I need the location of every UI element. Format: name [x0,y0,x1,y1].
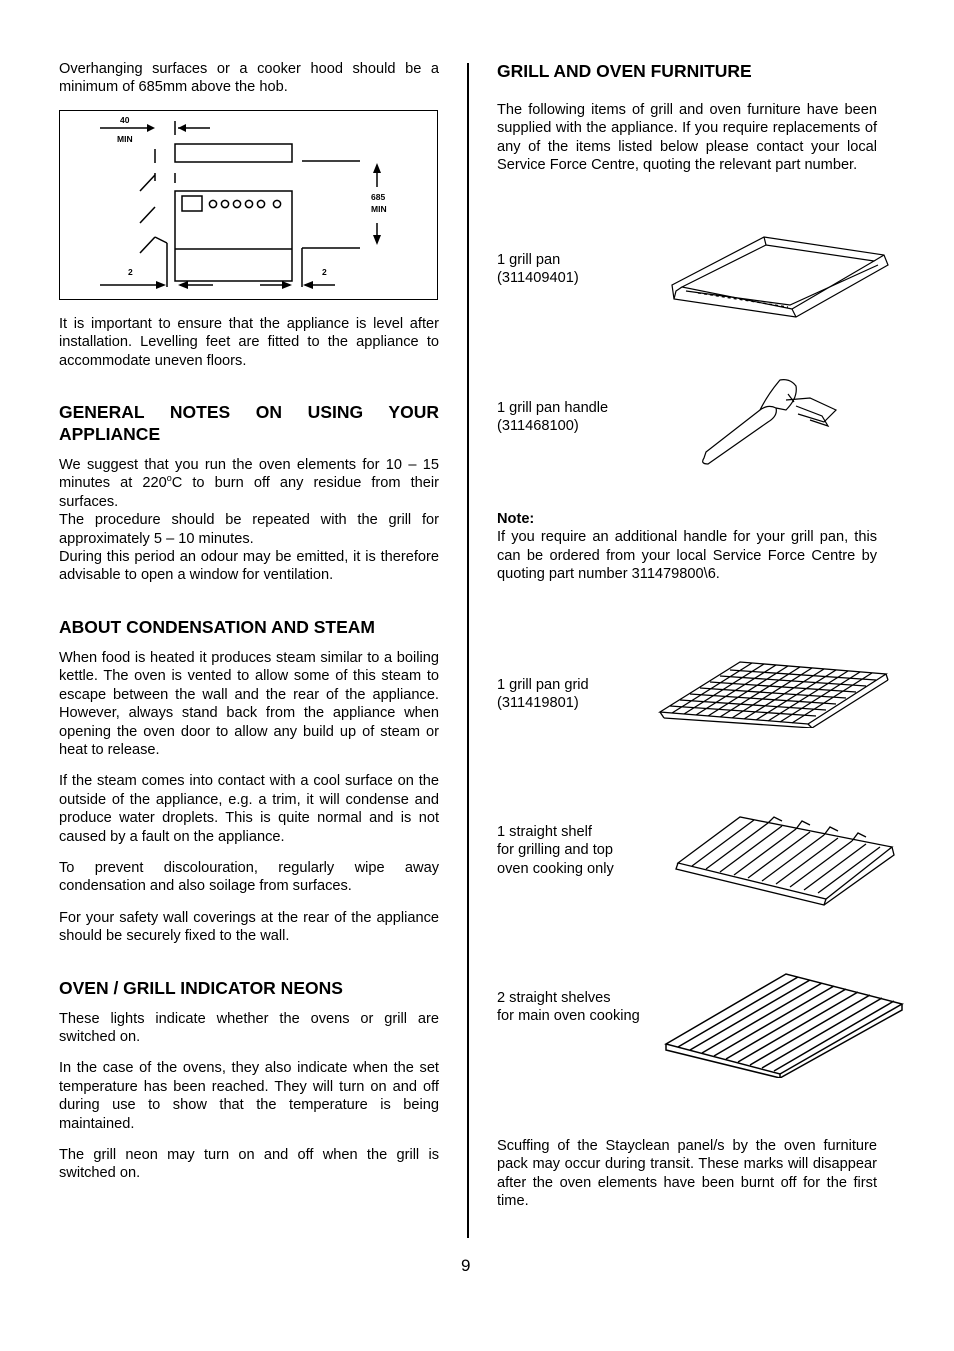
grill-pan-grid-illustration [658,660,890,728]
note-label: Note: [497,511,535,527]
straight-shelf-illustration [674,811,896,907]
item-straight-shelf: 1 straight shelf for grilling and top oven cooking only [497,824,614,877]
general-notes-p3: During this period an odour may be emitted, it is therefore advisable to open a window for ventilation. [59,549,439,584]
general-notes-p2: The procedure should be repeated with the grill for approximately 5 – 10 minutes. [59,512,439,547]
installation-clearance-diagram [59,110,438,300]
scuff-text: Scuffing of the Stayclean panel/s by the oven furniture pack may occur during transit. These marks will disappear after the oven elements have been burnt off for the first time. [497,1138,877,1210]
condensation-p2: If the steam comes into contact with a cool surface on the outside of the appliance, e.g. a trim, it will condense and produce water droplets. This is quite normal and is not caused by a fault on the appliance. [59,773,439,845]
note-block [497,510,877,584]
neons-heading: OVEN / GRILL INDICATOR NEONS [59,977,343,998]
item-grill-pan: 1 grill pan (311409401) [497,252,579,287]
neons-p3: The grill neon may turn on and off when the grill is switched on. [59,1147,439,1182]
scuff-block [497,1137,877,1211]
general-notes-heading: GENERAL NOTES ON USING YOUR APPLIANCE [59,402,439,445]
condensation-heading: ABOUT CONDENSATION AND STEAM [59,616,375,637]
dim-685-min: MIN [371,203,387,214]
item-straight-shelves: 2 straight shelves for main oven cooking [497,990,640,1025]
dim-2-right: 2 [322,266,327,277]
grill-pan-illustration [668,233,892,333]
grill-pan-handle-illustration [698,376,840,468]
condensation-p1: When food is heated it produces steam similar to a boiling kettle. The oven is vented to allow some of this steam to escape between the wall and the rear of the appliance. However, always stand back from the appliance when opening the oven door to allow any build up of steam or heat to release. [59,649,439,758]
note-text: If you require an additional handle for your grill pan, this can be ordered from your local Service Force Centre by quoting part number 311479800\6. [497,529,877,583]
hood-clearance-text: Overhanging surfaces or a cooker hood should be a minimum of 685mm above the hob. [59,61,439,96]
furniture-heading: GRILL AND OVEN FURNITURE [497,61,752,81]
dim-40-min: MIN [117,133,133,144]
general-notes-p1: We suggest that you run the oven elements for 10 – 15 minutes at 220$^o$C to burn off any residue from their surfaces. [59,457,439,510]
condensation-p4: For your safety wall coverings at the rear of the appliance should be securely fixed to the wall. [59,909,439,945]
neons-p1: These lights indicate whether the ovens or grill are switched on. [59,1010,439,1045]
condensation-p3: To prevent discolouration, regularly wipe away condensation and also soilage from surfaces. [59,859,439,895]
clearance-drawing [60,111,437,299]
column-divider [467,63,469,1238]
neons-p2: In the case of the ovens, they also indicate when the set temperature has been reached. They will turn on and off during use to show that the temperature is being maintained. [59,1060,439,1132]
left-column [59,60,439,1183]
page-number: 9 [461,1256,471,1275]
right-column [497,60,877,175]
straight-shelves-illustration [662,970,906,1078]
dim-2-left: 2 [128,266,133,277]
furniture-intro: The following items of grill and oven furniture have been supplied with the appliance. If you require replacements of any of the items listed below please contact your local Service Force Centre, quoting the relevant part number. [497,102,877,174]
dim-40: 40 [120,114,130,125]
dim-685: 685 [371,191,386,202]
item-grill-pan-grid: 1 grill pan grid (311419801) [497,677,589,712]
levelling-text: It is important to ensure that the appliance is level after installation. Levelling feet are fitted to the appliance to accommodate uneven floors. [59,315,439,369]
item-grill-pan-handle: 1 grill pan handle (311468100) [497,400,609,435]
